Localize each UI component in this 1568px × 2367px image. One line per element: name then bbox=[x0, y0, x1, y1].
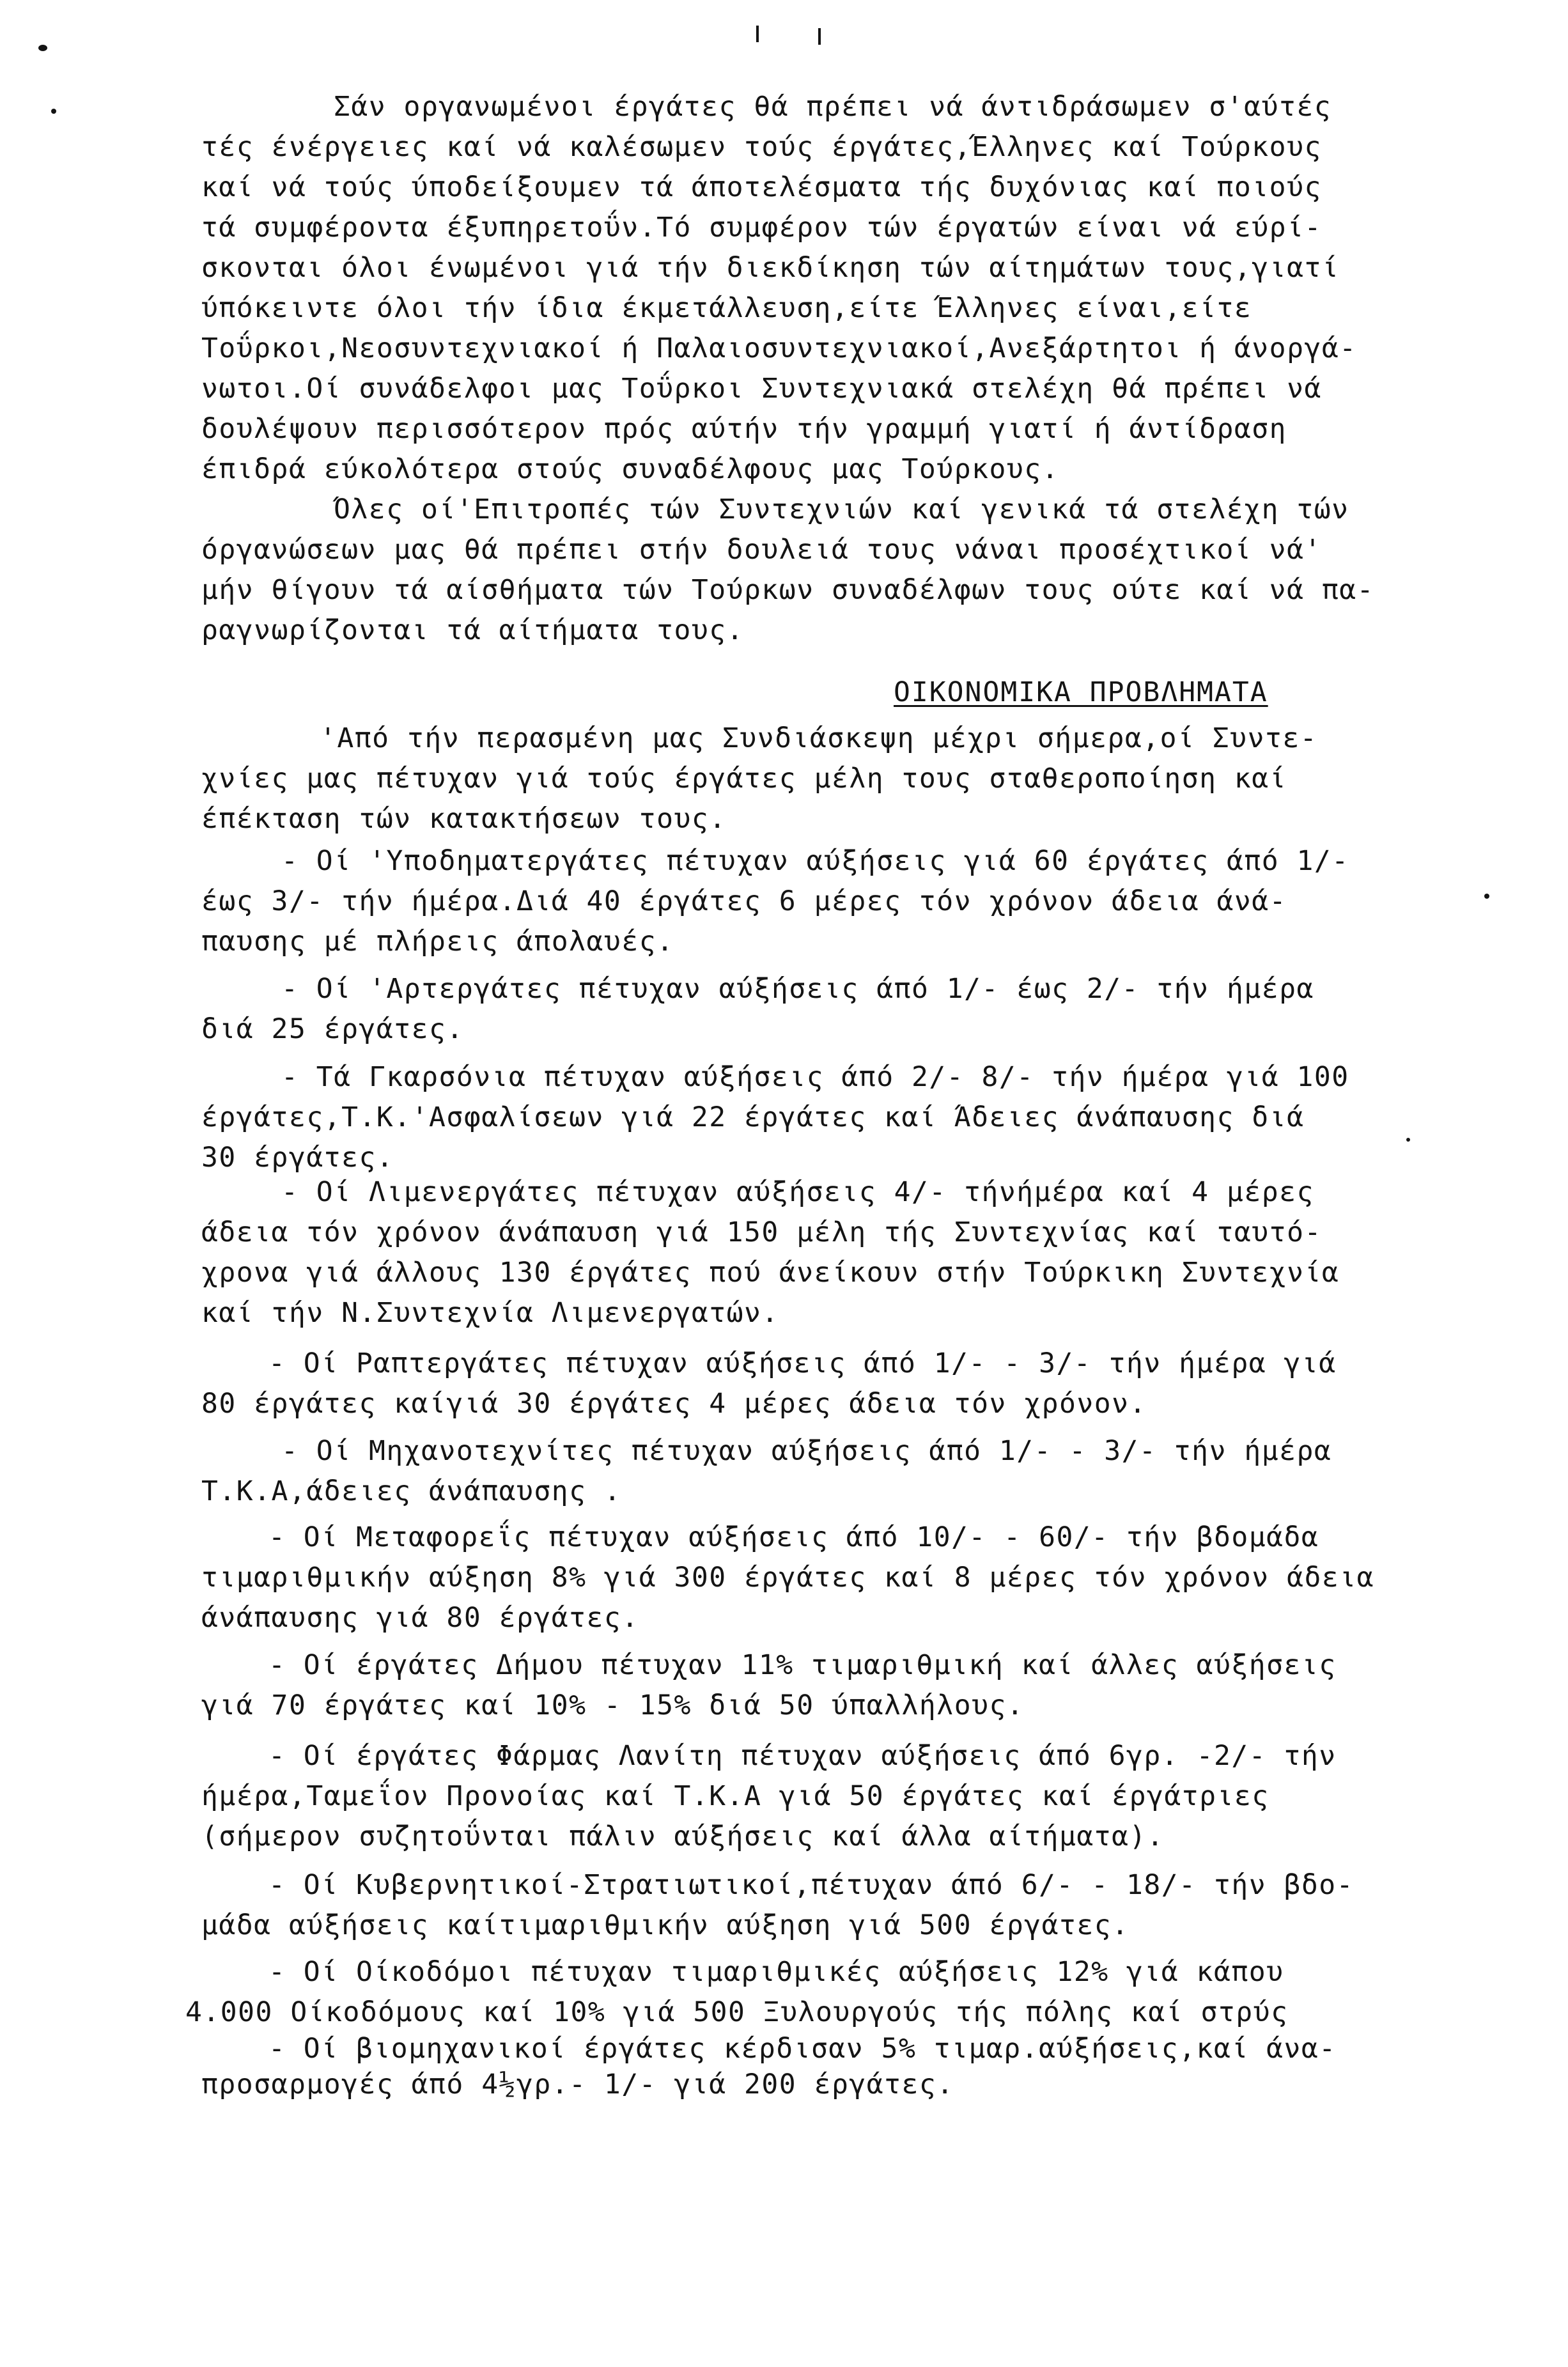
text-line: δουλέψουν περισσότερον πρός αύτήν τήν γραμμή γιατί ή άντίδραση bbox=[201, 413, 1287, 445]
text-line: Όλες οί'Επιτροπές τών Συντεχνιών καί γενικά τά στελέχη τών bbox=[334, 493, 1349, 525]
list-item-line: - Οί έργάτες Φάρμας Λανίτη πέτυχαν αύξήσεις άπό 6γρ. -2/- τήν bbox=[268, 1740, 1337, 1772]
text-line: Τοΰρκοι,Νεοσυντεχνιακοί ή Παλαιοσυντεχνιακοί,Ανεξάρτητοι ή άνοργά- bbox=[201, 332, 1357, 364]
text-line: νωτοι.Οί συνάδελφοι μας Τοΰρκοι Συντεχνιακά στελέχη θά πρέπει νά bbox=[201, 373, 1322, 405]
text-line: έπέκταση τών κατακτήσεων τους. bbox=[201, 803, 727, 835]
list-item-line: παυσης μέ πλήρεις άπολαυές. bbox=[201, 926, 674, 958]
text-line: έπιδρά εύκολότερα στούς συναδέλφους μας Τούρκους. bbox=[201, 453, 1060, 485]
list-item-line: άδεια τόν χρόνον άνάπαυση γιά 150 μέλη τής Συντεχνίας καί ταυτό- bbox=[201, 1216, 1322, 1248]
list-item-line: - Οί 'Υποδηματεργάτες πέτυχαν αύξήσεις γιά 60 έργάτες άπό 1/- bbox=[281, 845, 1349, 877]
text-line: 'Από τήν περασμένη μας Συνδιάσκεψη μέχρι σήμερα,οί Συντε- bbox=[320, 722, 1318, 754]
text-line: ύπόκειντε όλοι τήν ίδια έκμετάλλευση,είτε Έλληνες είναι,είτε bbox=[201, 292, 1252, 324]
list-item-line: - Οί Μεταφορεΐς πέτυχαν αύξήσεις άπό 10/- - 60/- τήν βδομάδα bbox=[268, 1521, 1319, 1553]
text-line: καί νά τούς ύποδείξουμεν τά άποτελέσματα τής δυχόνιας καί ποιούς bbox=[201, 171, 1322, 203]
list-item-line: 30 έργάτες. bbox=[201, 1142, 394, 1174]
list-item-line: - Οί Μηχανοτεχνίτες πέτυχαν αύξήσεις άπό 1/- - 3/- τήν ήμέρα bbox=[281, 1435, 1332, 1467]
text-line: ραγνωρίζονται τά αίτήματα τους. bbox=[201, 614, 745, 646]
list-item-line: (σήμερον συζητοΰνται πάλιν αύξήσεις καί άλλα αίτήματα). bbox=[201, 1820, 1165, 1852]
list-item-line: διά 25 έργάτες. bbox=[201, 1013, 464, 1045]
text-line: χνίες μας πέτυχαν γιά τούς έργάτες μέλη τους σταθεροποίηση καί bbox=[201, 763, 1287, 795]
text-line: τές ένέργειες καί νά καλέσωμεν τούς έργάτες,Έλληνες καί Τούρκους bbox=[201, 131, 1322, 163]
list-item-line: - Οί έργάτες Δήμου πέτυχαν 11% τιμαριθμική καί άλλες αύξήσεις bbox=[268, 1649, 1337, 1681]
list-item-line: τιμαριθμικήν αύξηση 8% γιά 300 έργάτες καί 8 μέρες τόν χρόνον άδεια bbox=[201, 1562, 1375, 1594]
scan-speck bbox=[51, 109, 56, 114]
scan-speck bbox=[38, 45, 47, 51]
list-item-line: - Οί Ραπτεργάτες πέτυχαν αύξήσεις άπό 1/- - 3/- τήν ήμέρα γιά bbox=[268, 1347, 1337, 1379]
list-item-line: άνάπαυσης γιά 80 έργάτες. bbox=[201, 1602, 639, 1634]
list-item-line: χρονα γιά άλλους 130 έργάτες πού άνείκουν στήν Τούρκικη Συντεχνία bbox=[201, 1257, 1340, 1289]
text-line: τά συμφέροντα έξυπηρετοΰν.Τό συμφέρον τών έργατών είναι νά εύρί- bbox=[201, 212, 1322, 244]
list-item-line: ήμέρα,Ταμεΐον Προνοίας καί Τ.Κ.Α γιά 50 έργάτες καί έργάτριες bbox=[201, 1780, 1269, 1812]
list-item-line: - Τά Γκαρσόνια πέτυχαν αύξήσεις άπό 2/- 8/- τήν ήμέρα γιά 100 bbox=[281, 1061, 1349, 1093]
scan-speck bbox=[1406, 1138, 1410, 1142]
text-line: μήν θίγουν τά αίσθήματα τών Τούρκων συναδέλφων τους ούτε καί νά πα- bbox=[201, 574, 1375, 606]
list-item-line: γιά 70 έργάτες καί 10% - 15% διά 50 ύπαλλήλους. bbox=[201, 1689, 1025, 1721]
text-line: Σάν οργανωμένοι έργάτες θά πρέπει νά άντιδράσωμεν σ'αύτές bbox=[334, 91, 1332, 123]
list-item-line: - Οί 'Αρτεργάτες πέτυχαν αύξήσεις άπό 1/- έως 2/- τήν ήμέρα bbox=[281, 973, 1314, 1005]
list-item-line: προσαρμογές άπό 4½γρ.- 1/- γιά 200 έργάτες. bbox=[201, 2068, 954, 2100]
list-item-line: έργάτες,Τ.Κ.'Ασφαλίσεων γιά 22 έργάτες καί Άδειες άνάπαυσης διά bbox=[201, 1101, 1305, 1133]
list-item-line: - Οί Λιμενεργάτες πέτυχαν αύξήσεις 4/- τήνήμέρα καί 4 μέρες bbox=[281, 1176, 1314, 1208]
list-item-line: μάδα αύξήσεις καίτιμαριθμικήν αύξηση γιά 500 έργάτες. bbox=[201, 1909, 1129, 1941]
list-item-line: καί τήν Ν.Συντεχνία Λιμενεργατών. bbox=[201, 1297, 779, 1329]
list-item-line: 4.000 Οίκοδόμους καί 10% γιά 500 Ξυλουργούς τής πόλης καί στρύς bbox=[185, 1996, 1289, 2028]
list-item-line: έως 3/- τήν ήμέρα.Διά 40 έργάτες 6 μέρες τόν χρόνον άδεια άνά- bbox=[201, 885, 1287, 917]
text-line: σκονται όλοι ένωμένοι γιά τήν διεκδίκηση τών αίτημάτων τους,γιατί bbox=[201, 252, 1340, 284]
list-item-line: Τ.Κ.Α,άδειες άνάπαυσης . bbox=[201, 1475, 622, 1507]
scan-tick bbox=[818, 28, 821, 45]
scan-tick bbox=[756, 26, 759, 42]
list-item-line: - Οί Οίκοδόμοι πέτυχαν τιμαριθμικές αύξήσεις 12% γιά κάπου bbox=[268, 1956, 1284, 1988]
list-item-line: - Οί Κυβερνητικοί-Στρατιωτικοί,πέτυχαν άπό 6/- - 18/- τήν βδο- bbox=[268, 1869, 1355, 1901]
list-item-line: - Οί βιομηχανικοί έργάτες κέρδισαν 5% τιμαρ.αύξήσεις,καί άνα- bbox=[268, 2033, 1337, 2065]
scan-speck bbox=[1484, 894, 1489, 899]
section-heading: ΟΙΚΟΝΟΜΙΚΑ ΠΡΟΒΛΗΜΑΤΑ bbox=[894, 676, 1268, 708]
text-line: όργανώσεων μας θά πρέπει στήν δουλειά τους νάναι προσέχτικοί νά' bbox=[201, 534, 1322, 566]
list-item-line: 80 έργάτες καίγιά 30 έργάτες 4 μέρες άδεια τόν χρόνον. bbox=[201, 1388, 1147, 1420]
